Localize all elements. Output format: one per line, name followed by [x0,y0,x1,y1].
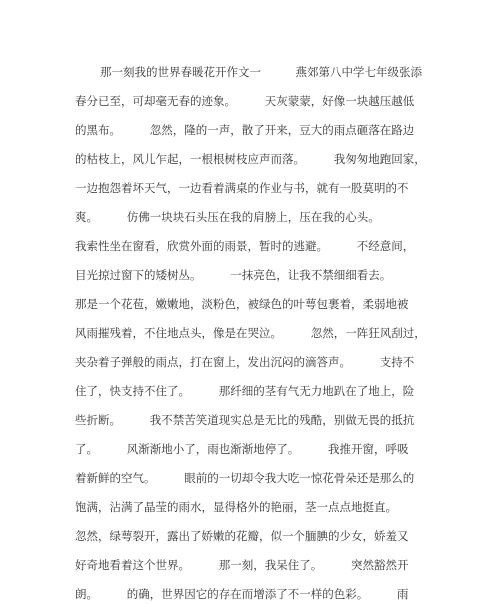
text-line: 一边抱怨着坏天气，一边看着满桌的作业与书，就有一股莫明的不 [75,181,409,195]
text-line: 些折断。 我不禁苦笑道现实总是无比的残酷，别做无畏的抵抗 [75,413,415,427]
text-line: 爽。 仿佛一块块石头压在我的肩膀上，压在我的心头。 [75,210,380,224]
text-line: 夹杂着子弹般的雨点，打在窗上，发出沉闷的滴答声。 支持不 [75,355,415,369]
text-line: 目光掠过窗下的矮树丛。 一抹亮色，让我不禁细细看去。 [75,268,392,282]
text-line: 的黑布。 忽然，隆的一声，散了开来，豆大的雨点砸落在路边 [75,123,415,137]
text-line: 饱满，沾满了晶莹的雨水，显得格外的艳丽，茎一点点地挺直。 [75,500,397,514]
text-line-title: 那一刻我的世界春暖花开作文一 燕郊第八中学七年级张添 [100,65,422,79]
text-line: 那是一个花苞，嫩嫩地，淡粉色，被绿色的叶萼包裹着，柔弱地被 [75,297,409,311]
text-line: 我索性坐在窗看，欣赏外面的雨景，暂时的逃避。 不经意间， [75,239,415,253]
text-line: 朗。 的确，世界因它的存在而增添了不一样的色彩。 雨 [75,587,409,601]
text-line: 忽然，绿萼裂开，露出了娇嫩的花瓣，似一个腼腆的少女，娇羞又 [75,529,409,543]
text-line: 风雨摧残着，不住地点头，像是在哭泣。 忽然，一阵狂风刮过， [75,326,426,340]
text-line: 了。 风渐渐地小了，雨也渐渐地停了。 我推开窗，呼吸 [75,442,409,456]
text-line: 住了，快支持不住了。 那纤细的茎有气无力地趴在了地上，险 [75,384,415,398]
text-line: 好奇地看着这个世界。 那一刻，我呆住了。 突然豁然开 [75,558,409,572]
text-line: 着新鲜的空气。 眼前的一切却令我大吃一惊花骨朵还是那么的 [75,471,415,485]
text-line: 春分已至，可却毫无春的迹象。 天灰蒙蒙，好像一块越压越低 [75,94,415,108]
text-line: 的枯枝上，风儿乍起，一根根树枝应声而落。 我匆匆地跑回家， [75,152,426,166]
